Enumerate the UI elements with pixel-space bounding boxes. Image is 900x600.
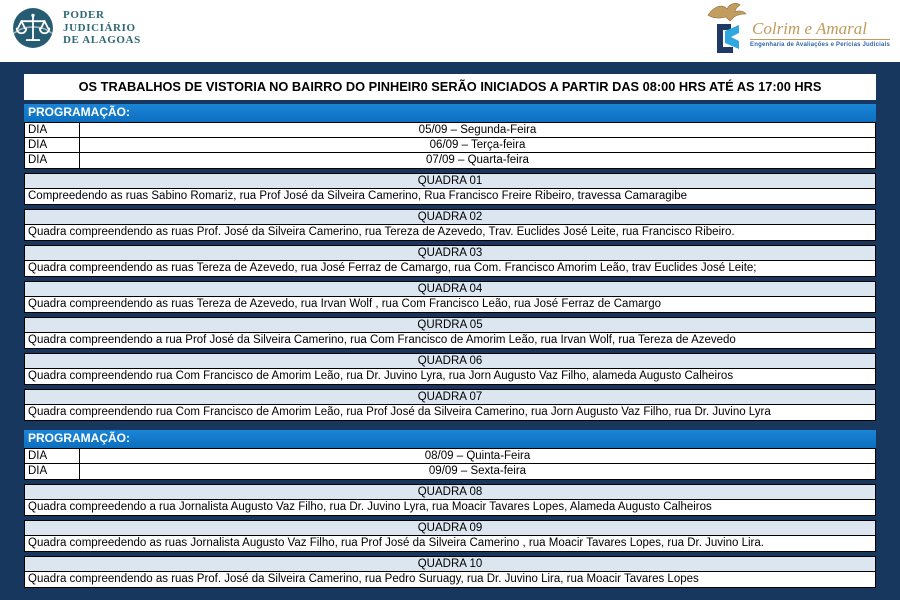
pja-wordmark xyxy=(63,9,141,47)
quadra-description: Quadra compreendendo as ruas Tereza de Azevedo, rua José Ferraz de Camargo, rua Com. Francisco Amorim Leão, trav Euclides José Leite; xyxy=(24,261,876,277)
day-table-2 xyxy=(24,448,876,480)
quadra-title: QUADRA 02 xyxy=(24,209,876,225)
scales-of-justice-icon xyxy=(12,7,54,49)
letterhead xyxy=(0,0,900,62)
notice-body xyxy=(0,62,900,600)
quadra-title: QURDRA 05 xyxy=(24,317,876,333)
quadra-description: Quadra compreedendo a rua Jornalista Augusto Vaz Filho, rua Dr. Juvino Lyra, rua Moacir Tavares Lopes, Alameda Augusto Calheiros xyxy=(24,500,876,516)
quadra-section-01 xyxy=(24,173,876,205)
quadra-title: QUADRA 10 xyxy=(24,556,876,572)
quadra-description: Quadra compreedendo as ruas Jornalista Augusto Vaz Filho, rua Prof José da Silveira Camerino , rua Moacir Tavares Lopes, rua Dr. Juvino Lira. xyxy=(24,536,876,552)
colrim-amaral-wordmark xyxy=(750,20,890,48)
eagle-icon xyxy=(706,1,748,22)
day-row xyxy=(25,153,875,168)
programacao-header-1: PROGRAMAÇÃO: xyxy=(24,104,876,122)
quadra-section-02 xyxy=(24,209,876,241)
ca-monogram-icon xyxy=(714,22,740,55)
pja-line3: DE ALAGOAS xyxy=(63,34,141,47)
day-value: 07/09 – Quarta-feira xyxy=(426,154,529,166)
programacao-header-2: PROGRAMAÇÃO: xyxy=(24,430,876,448)
quadra-section-06 xyxy=(24,353,876,385)
quadra-title: QUADRA 09 xyxy=(24,520,876,536)
quadra-section-05 xyxy=(24,317,876,349)
pja-line1: PODER xyxy=(63,9,105,22)
day-label: DIA xyxy=(25,138,80,152)
company-name: Colrim e Amaral xyxy=(750,20,890,40)
quadra-title: QUADRA 07 xyxy=(24,389,876,405)
day-row xyxy=(25,138,875,153)
quadra-title: QUADRA 01 xyxy=(24,173,876,189)
quadra-section-03 xyxy=(24,245,876,277)
quadra-description: Quadra compreendendo a rua Prof José da Silveira Camerino, rua Com Francisco de Amorim Leão, rua Irvan Wolf, rua Tereza de Azevedo xyxy=(24,333,876,349)
quadra-section-09 xyxy=(24,520,876,552)
day-value: 06/09 – Terça-feira xyxy=(429,139,526,151)
quadra-description: Quadra compreendendo as ruas Prof. José da Silveira Camerino, rua Tereza de Azevedo, Trav. Euclides José Leite, rua Francisco Ribeiro. xyxy=(24,225,876,241)
quadra-section-07 xyxy=(24,389,876,421)
day-label: DIA xyxy=(25,153,80,168)
quadra-title: QUADRA 08 xyxy=(24,484,876,500)
quadra-description: Quadra compreendendo rua Com Francisco de Amorim Leão, rua Prof José da Silveira Camerino, rua Jorn Augusto Vaz Filho, rua Dr. Juvino Lyra xyxy=(24,405,876,421)
quadra-description: Quadra compreendendo as ruas Prof. José da Silveira Camerino, rua Pedro Suruagy, rua Dr. Juvino Lira, rua Moacir Tavares Lopes xyxy=(24,572,876,588)
quadra-title: QUADRA 06 xyxy=(24,353,876,369)
quadra-description: Quadra compreendendo rua Com Francisco de Amorim Leão, rua Dr. Juvino Lyra, rua Jorn Augusto Vaz Filho, alameda Augusto Calheiros xyxy=(24,369,876,385)
pja-logo xyxy=(12,7,141,49)
day-value: 08/09 – Quinta-Feira xyxy=(424,450,531,462)
colrim-amaral-logo xyxy=(704,1,890,55)
company-tagline: Engenharia de Avaliações e Perícias Judiciais xyxy=(750,42,890,48)
quadra-section-08 xyxy=(24,484,876,516)
day-row xyxy=(25,123,875,138)
day-row xyxy=(25,449,875,464)
colrim-amaral-emblem xyxy=(704,1,750,55)
day-label: DIA xyxy=(25,464,80,479)
quadra-section-04 xyxy=(24,281,876,313)
quadra-description: Compreedendo as ruas Sabino Romariz, rua Prof José da Silveira Camerino, Rua Francisco Freire Ribeiro, travessa Camaragibe xyxy=(24,189,876,205)
quadra-title: QUADRA 04 xyxy=(24,281,876,297)
day-label: DIA xyxy=(25,449,80,463)
day-table-1 xyxy=(24,122,876,169)
quadra-description: Quadra compreendendo as ruas Tereza de Azevedo, rua Irvan Wolf , rua Com Francisco Leão, rua José Ferraz de Camargo xyxy=(24,297,876,313)
quadra-section-10 xyxy=(24,556,876,588)
quadra-title: QUADRA 03 xyxy=(24,245,876,261)
day-value: 05/09 – Segunda-Feira xyxy=(418,124,537,136)
day-row xyxy=(25,464,875,479)
day-label: DIA xyxy=(25,123,80,137)
day-value: 09/09 – Sexta-feira xyxy=(428,465,527,477)
notice-title: OS TRABALHOS DE VISTORIA NO BAIRRO DO PINHEIR0 SERÃO INICIADOS A PARTIR DAS 08:00 HRS ATÉ AS 17:00 HRS xyxy=(24,74,876,100)
pja-line2: JUDICIÁRIO xyxy=(63,21,136,34)
